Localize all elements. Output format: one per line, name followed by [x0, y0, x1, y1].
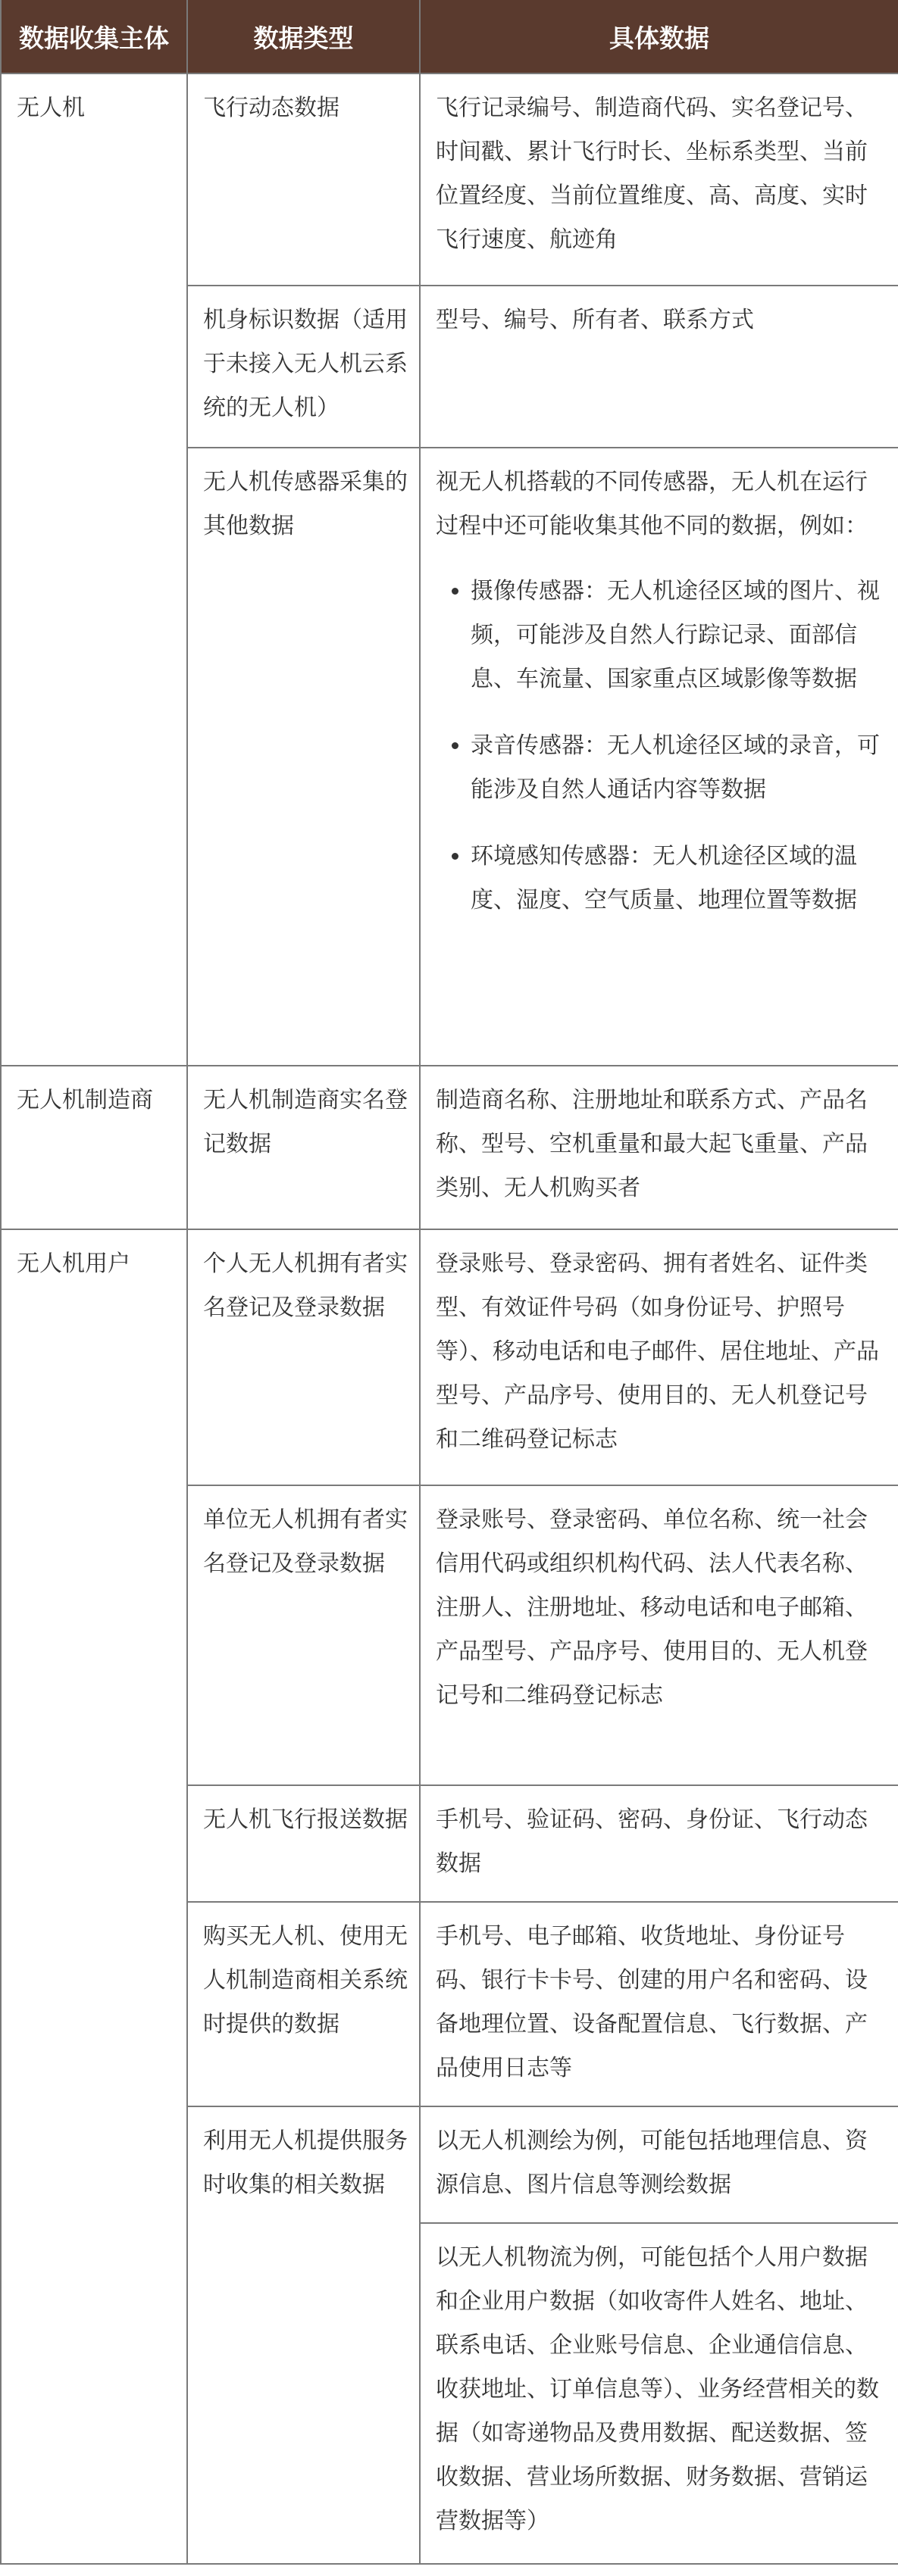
type-cell: 单位无人机拥有者实名登记及登录数据 [187, 1485, 420, 1785]
details-cell: 以无人机物流为例，可能包括个人用户数据和企业用户数据（如收寄件人姓名、地址、联系电话、企业账号信息、企业通信信息、收获地址、订单信息等）、业务经营相关的数据（如寄递物品及费用数据、配送数据、签收数据、营业场所数据、财务数据、营销运营数据等） [420, 2223, 898, 2564]
type-cell: 利用无人机提供服务时收集的相关数据 [187, 2106, 420, 2564]
type-cell: 飞行动态数据 [187, 73, 420, 286]
details-cell: 手机号、验证码、密码、身份证、飞行动态数据 [420, 1785, 898, 1902]
header-row [1, 0, 898, 73]
list-item: • 录音传感器：无人机途径区域的录音，可能涉及自然人通话内容等数据 [471, 724, 887, 812]
subject-cell: 无人机制造商 [1, 1066, 187, 1229]
header-details: 具体数据 [420, 0, 898, 73]
list-item: • 环境感知传感器：无人机途径区域的温度、湿度、空气质量、地理位置等数据 [471, 835, 887, 923]
subject-cell: 无人机用户 [1, 1229, 187, 2564]
details-cell: 制造商名称、注册地址和联系方式、产品名称、型号、空机重量和最大起飞重量、产品类别、无人机购买者 [420, 1066, 898, 1229]
type-cell: 无人机制造商实名登记数据 [187, 1066, 420, 1229]
details-cell: 飞行记录编号、制造商代码、实名登记号、时间戳、累计飞行时长、坐标系类型、当前位置经度、当前位置维度、高、高度、实时飞行速度、航迹角 [420, 73, 898, 286]
list-item: • 摄像传感器：无人机途径区域的图片、视频，可能涉及自然人行踪记录、面部信息、车流量、国家重点区域影像等数据 [471, 570, 887, 701]
subject-cell: 无人机 [1, 73, 187, 1066]
details-cell: 登录账号、登录密码、拥有者姓名、证件类型、有效证件号码（如身份证号、护照号等）、移动电话和电子邮件、居住地址、产品型号、产品序号、使用目的、无人机登记号和二维码登记标志 [420, 1229, 898, 1485]
details-cell: 手机号、电子邮箱、收货地址、身份证号码、银行卡卡号、创建的用户名和密码、设备地理位置、设备配置信息、飞行数据、产品使用日志等 [420, 1902, 898, 2106]
details-cell [420, 448, 898, 1066]
table-row [1, 1066, 898, 1229]
table-row [1, 1229, 898, 1485]
details-cell: 以无人机测绘为例，可能包括地理信息、资源信息、图片信息等测绘数据 [420, 2106, 898, 2223]
type-cell: 个人无人机拥有者实名登记及登录数据 [187, 1229, 420, 1485]
details-intro: 视无人机搭载的不同传感器，无人机在运行过程中还可能收集其他不同的数据，例如： [436, 469, 868, 539]
header-data-type: 数据类型 [187, 0, 420, 73]
details-cell: 型号、编号、所有者、联系方式 [420, 286, 898, 448]
type-cell: 无人机传感器采集的其他数据 [187, 448, 420, 1066]
header-subject: 数据收集主体 [1, 0, 187, 73]
type-cell: 购买无人机、使用无人机制造商相关系统时提供的数据 [187, 1902, 420, 2106]
sensor-list [436, 570, 887, 923]
type-cell: 机身标识数据（适用于未接入无人机云系统的无人机） [187, 286, 420, 448]
table-row [1, 73, 898, 286]
type-cell: 无人机飞行报送数据 [187, 1785, 420, 1902]
details-cell: 登录账号、登录密码、单位名称、统一社会信用代码或组织机构代码、法人代表名称、注册人、注册地址、移动电话和电子邮箱、产品型号、产品序号、使用目的、无人机登记号和二维码登记标志 [420, 1485, 898, 1785]
